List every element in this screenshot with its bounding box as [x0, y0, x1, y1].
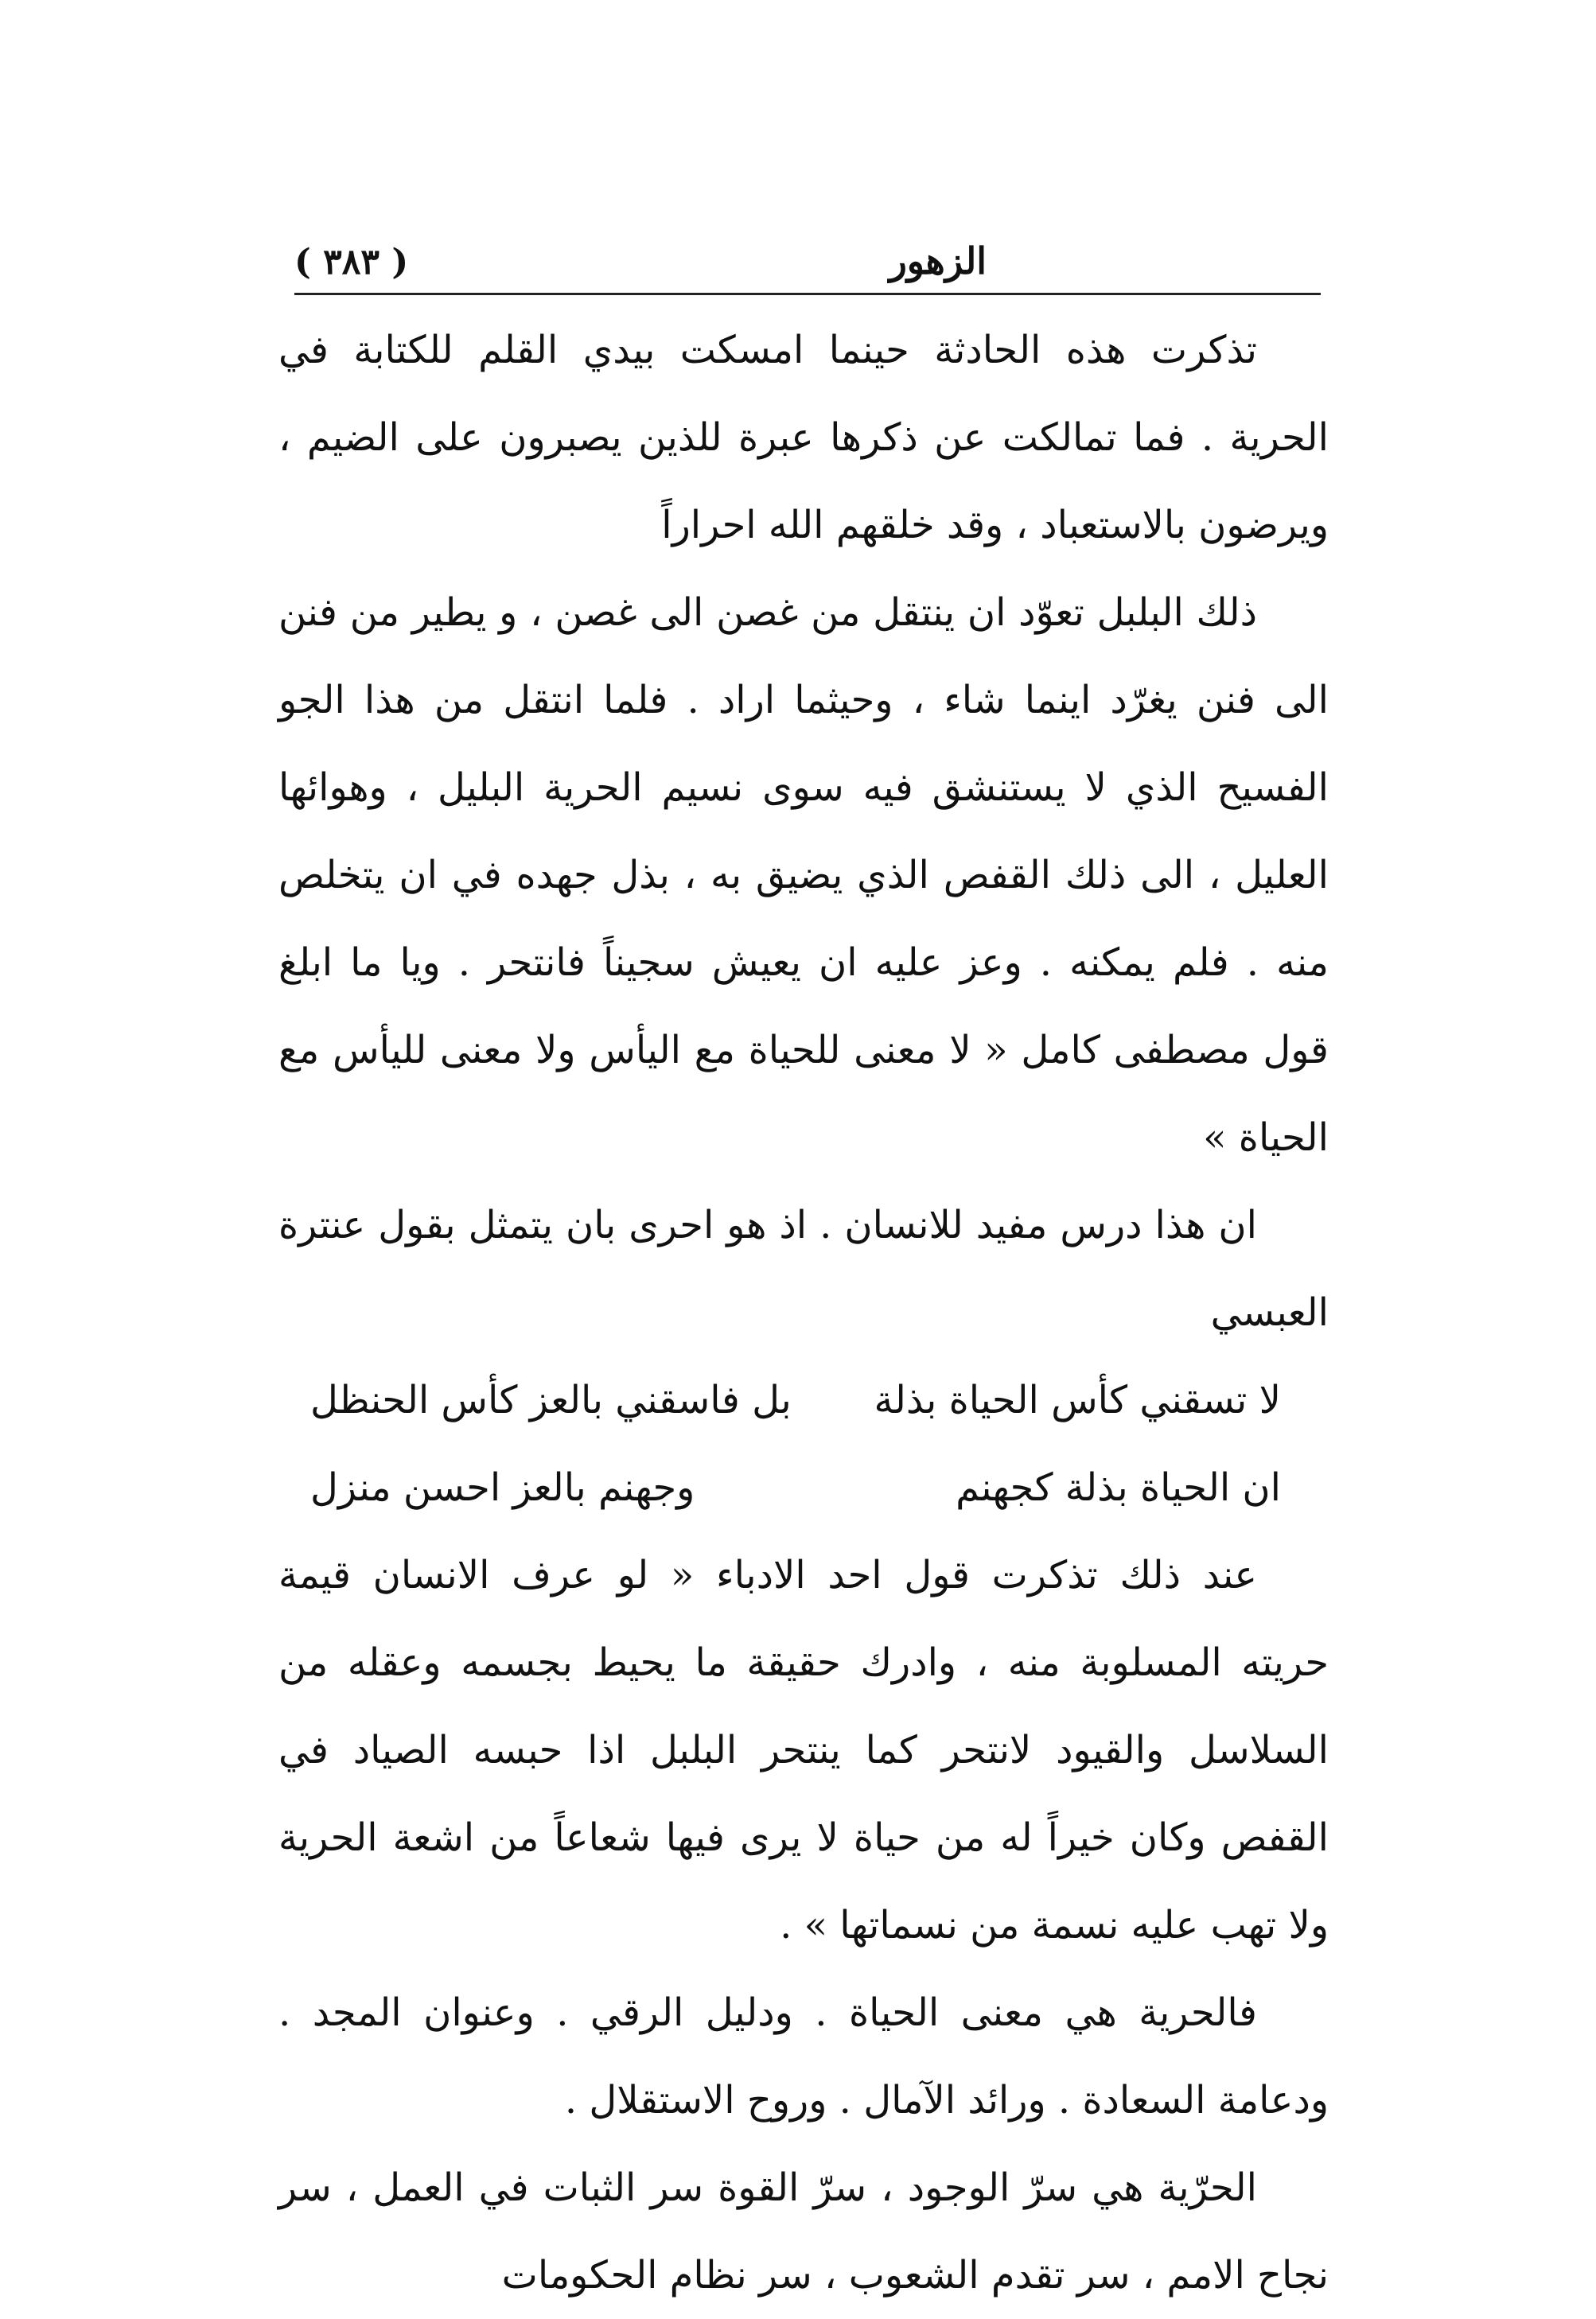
paragraph-freedom-meaning: فالحرية هي معنى الحياة . ودليل الرقي . وعنوان المجد . ودعامة السعادة . ورائد الآمال . وروح الاستقلال . [278, 1990, 1329, 2123]
verse-line [278, 1444, 1329, 1531]
running-title: الزهور [889, 239, 987, 282]
header-rule [294, 293, 1321, 295]
page-body [278, 306, 1329, 2319]
paragraph-intro: تذكرت هذه الحادثة حينما امسكت بيدي القلم للكتابة في الحرية . فما تمالكت عن ذكرها عبرة للذين يصبرون على الضيم ، ويرضون بالاستعباد ، وقد خلقهم الله احراراً [278, 328, 1329, 547]
verse-hemistich-first: لا تسقني كأس الحياة بذلة [874, 1378, 1281, 1422]
paragraph-freedom-secret: الحرّية هي سرّ الوجود ، سرّ القوة سر الثبات في العمل ، سر نجاح الامم ، سر تقدم الشعوب ، سر نظام الحكومات [278, 2165, 1329, 2298]
verse-hemistich-second: وجهنم بالعز احسن منزل [310, 1465, 695, 1510]
verse-hemistich-first: ان الحياة بذلة كجهنم [956, 1465, 1281, 1510]
verse-line [278, 1356, 1329, 1444]
paragraph-lesson: ان هذا درس مفيد للانسان . اذ هو احرى بان يتمثل بقول عنترة العبسي [278, 1203, 1329, 1335]
paragraph-quote: عند ذلك تذكرت قول احد الادباء « لو عرف الانسان قيمة حريته المسلوبة منه ، وادرك حقيقة ما يحيط بجسمه وعقله من السلاسل والقيود لانتحر كما ينتحر البلبل اذا حبسه الصياد في القفص وكان خيراً له من حياة لا يرى فيها شعاعاً من اشعة الحرية ولا تهب عليه نسمة من نسماتها » . [278, 1553, 1329, 1947]
page-number: ( ٣٨٣ ) [294, 242, 409, 282]
page-header [294, 227, 1321, 282]
paragraph-nightingale: ذلك البلبل تعوّد ان ينتقل من غصن الى غصن ، و يطير من فنن الى فنن يغرّد اينما شاء ، وحيثما اراد . فلما انتقل من هذا الجو الفسيح الذي لا يستنشق فيه سوى نسيم الحرية البليل ، وهوائها العليل ، الى ذلك القفص الذي يضيق به ، بذل جهده في ان يتخلص منه . فلم يمكنه . وعز عليه ان يعيش سجيناً فانتحر . ويا ما ابلغ قول مصطفى كامل « لا معنى للحياة مع اليأس ولا معنى لليأس مع الحياة » [278, 590, 1329, 1160]
verse-hemistich-second: بل فاسقني بالعز كأس الحنظل [310, 1378, 792, 1422]
